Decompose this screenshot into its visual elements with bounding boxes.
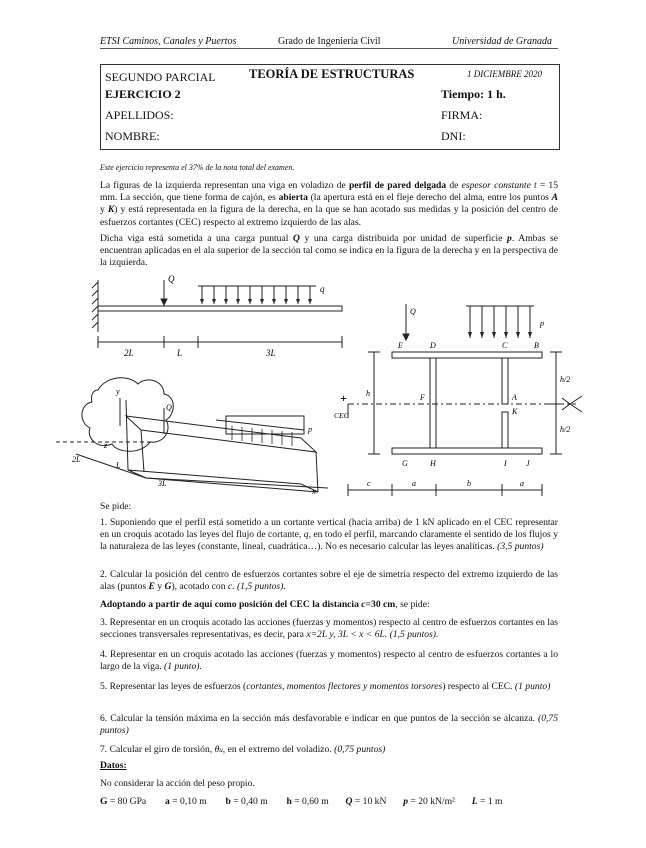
dato-Q: Q = 10 kN	[345, 796, 387, 807]
cross-section-figure	[334, 268, 588, 500]
dim-h2-bottom: h/2	[560, 425, 571, 434]
cantilever-elevation-figure	[84, 270, 344, 362]
exercise-label: EJERCICIO 2	[105, 87, 181, 101]
label-2L: 2L	[124, 348, 134, 358]
persp-3L-label: 3L	[158, 479, 167, 488]
question-6: 6. Calcular la tensión máxima en la sección más desfavorable e indicar en que puntos de la sección se alcanza. (0,75 puntos)	[100, 713, 558, 737]
point-G: G	[402, 459, 408, 468]
time-label: Tiempo: 1 h.	[441, 87, 506, 101]
axis-z-label: z	[104, 441, 108, 450]
persp-2L-label: 2L	[72, 455, 81, 464]
dato-G: G = 80 GPa	[100, 796, 147, 807]
persp-Q-label: Q	[166, 403, 172, 412]
surname-field: APELLIDOS:	[105, 108, 174, 122]
dim-h: h	[366, 389, 370, 398]
header-right: Universidad de Granada	[452, 36, 552, 47]
intro-note: Este ejercicio representa el 37% de la nota total del examen.	[100, 163, 295, 172]
dim-a-right: a	[520, 479, 524, 488]
question-2: 2. Calcular la posición del centro de esfuerzos cortantes sobre el eje de simetría respecto del extremo izquierdo de las alas (puntos E y G), acotado con c. (1,5 puntos).	[100, 569, 558, 593]
dato-L: L = 1 m	[471, 796, 503, 807]
dim-a-left: a	[412, 479, 416, 488]
question-5: 5. Representar las leyes de esfuerzos (cortantes, momentos flectores y momentos torsores) respecto al CEC. (1 punto)	[100, 681, 551, 692]
label-L: L	[177, 348, 183, 358]
exam-date: 1 DICIEMBRE 2020	[467, 69, 542, 79]
point-K: K	[512, 407, 518, 416]
header-rule	[100, 48, 558, 49]
axis-y-label: y	[116, 387, 120, 396]
dim-b: b	[467, 479, 471, 488]
point-C: C	[502, 341, 508, 350]
dim-h2-top: h/2	[560, 375, 571, 384]
question-4: 4. Representar en un croquis acotado las acciones (fuerzas y momentos) respecto al centro de esfuerzos cortantes a lo largo de la viga. (1 punto).	[100, 649, 558, 673]
dato-h: h = 0,60 m	[286, 796, 329, 807]
dato-a: a = 0,10 m	[165, 796, 207, 807]
header-center: Grado de Ingeniería Civil	[278, 36, 381, 47]
point-D: D	[430, 341, 436, 350]
sec-p-label: p	[540, 319, 544, 328]
label-q: q	[320, 284, 325, 294]
point-H: H	[430, 459, 436, 468]
paragraph-loads: Dicha viga está sometida a una carga puntual Q y una carga distribuida por unidad de superficie p. Ambas se encuentran aplicadas en el ala superior de la sección tal como se indica en la figura de la derecha y en la perspectiva de la izquierda.	[100, 233, 558, 269]
paragraph-description: La figuras de la izquierda representan una viga en voladizo de perfil de pared delgada de espesor constante t = 15 mm. La sección, que tiene forma de cajón, es abierta (la apertura está en el flejе derecho del alma, entre los puntos A y K) y está representada en la figura de la derecha, en la que se han acotado sus medidas y la posición del centro de esfuerzos cortantes (CEC) respecto al extremo izquierdo de las alas.	[100, 180, 559, 228]
point-E: E	[398, 341, 403, 350]
perspective-figure	[46, 370, 346, 502]
question-1: 1. Suponiendo que el perfil está sometido a un cortante vertical (hacia arriba) de 1 kN aplicado en el CEC representar en un croquis acotado las leyes del flujo de cortante, q, en todo el perfil, marcando claramente el sentido de los flujos y la naturaleza de las leyes (constante, lineal, cuadrática…). No es necesario calcular las leyes analíticas. (3,5 puntos)	[100, 517, 559, 553]
label-Q: Q	[168, 274, 175, 284]
label-3L: 3L	[266, 348, 276, 358]
persp-L-label: L	[116, 461, 121, 470]
persp-p-label: p	[308, 425, 312, 434]
exam-info-box	[100, 64, 560, 150]
dato-p: p = 20 kN/m²	[403, 796, 455, 807]
point-J: J	[526, 459, 530, 468]
se-pide-label: Se pide:	[100, 501, 132, 512]
exam-type: SEGUNDO PARCIAL	[105, 70, 216, 84]
point-I: I	[504, 459, 507, 468]
datos-title: Datos:	[100, 760, 127, 771]
name-field: NOMBRE:	[105, 129, 160, 143]
question-7: 7. Calcular el giro de torsión, θu, en el extremo del voladizo. (0,75 puntos)	[100, 744, 386, 755]
id-field: DNI:	[441, 129, 466, 143]
cec-label: CEC	[334, 411, 349, 420]
adopt-statement: Adoptando a partir de aquí como posición del CEC la distancia c=30 cm, se pide:	[100, 599, 430, 610]
datos-values	[100, 796, 503, 807]
point-F: F	[420, 393, 425, 402]
axis-x-label: x	[312, 487, 316, 496]
dato-b: b = 0,40 m	[225, 796, 268, 807]
question-3: 3. Representar en un croquis acotado las acciones (fuerzas y momentos) respecto al centro de esfuerzos cortantes en las secciones transversales representativas, es decir, para x=2L y, 3L < x < 6L. (1,5 puntos).	[100, 617, 558, 641]
signature-field: FIRMA:	[441, 108, 483, 122]
cec-marker-icon: +	[340, 391, 347, 405]
point-A: A	[512, 393, 517, 402]
sec-Q-label: Q	[410, 307, 416, 316]
dim-c: c	[367, 479, 371, 488]
datos-note: No considerar la acción del peso propio.	[100, 778, 255, 789]
header-left: ETSI Caminos, Canales y Puertos	[100, 36, 237, 47]
exam-title: TEORÍA DE ESTRUCTURAS	[249, 67, 415, 81]
point-B: B	[534, 341, 539, 350]
